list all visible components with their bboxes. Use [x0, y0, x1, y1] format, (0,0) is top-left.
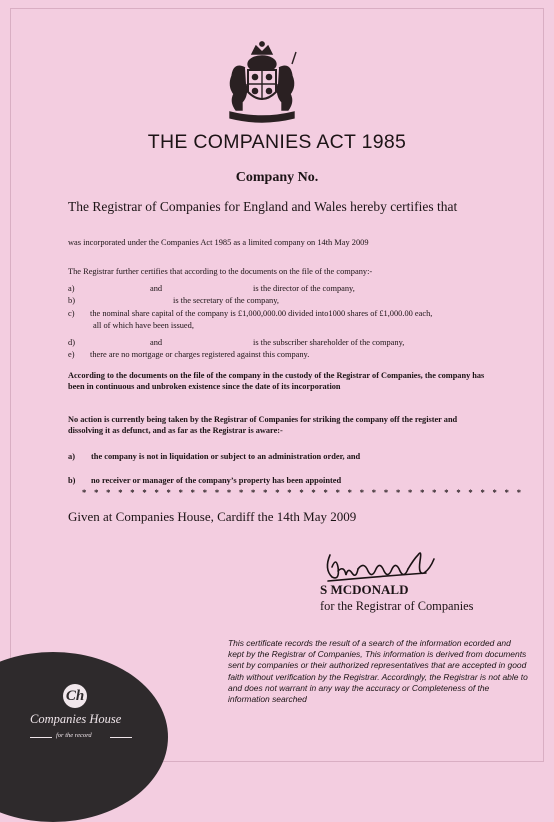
item-c-letter: c) [68, 309, 75, 318]
item-d-text: is the subscriber shareholder of the company, [253, 338, 405, 347]
item-e-letter: e) [68, 350, 75, 359]
certification-statement: The Registrar of Companies for England and Wales hereby certifies that [68, 199, 458, 214]
incorporation-statement: was incorporated under the Companies Act 1985 as a limited company on 14th May 2009 [68, 238, 369, 247]
item-a-and: and [150, 284, 163, 293]
item-d-letter: d) [68, 338, 75, 347]
no-action-statement: No action is currently being taken by the Registrar of Companies for striking the company off the register and dissolving it as defunct, and as far as the Registrar is aware:- [68, 415, 458, 435]
royal-coat-of-arms-icon [212, 40, 312, 128]
act-title: THE COMPANIES ACT 1985 [147, 131, 407, 153]
item-a-text: is the director of the company, [253, 284, 355, 293]
disclaimer-text: This certificate records the result of a search of the information ecorded and kept by the Registrar of Companies, This information is derived from documents sent by companies or their authorized representatives that are accepted in good faith without verification by the Registrar. Accordingly, the Registrar is not able to and does not warrant in any way the accuracy or Completeness of the information searched [228, 638, 528, 705]
signer-name: S MCDONALD [320, 582, 409, 597]
logo-rule-left [30, 737, 52, 738]
item-b-text: is the secretary of the company, [173, 296, 279, 305]
further-certifies-intro: The Registrar further certifies that according to the documents on the file of the company:- [68, 267, 373, 276]
aware-item-b-text: no receiver or manager of the company’s property has been appointed [91, 476, 342, 485]
item-c-text: the nominal share capital of the company is £1,000,000.00 divided into1000 shares of £1,000.00 each, [90, 309, 433, 318]
companies-house-name: Companies House [30, 712, 122, 726]
item-b-letter: b) [68, 296, 75, 305]
companies-house-tagline: for the record [56, 732, 92, 739]
aware-item-a-text: the company is not in liquidation or subject to an administration order, and [91, 452, 361, 461]
item-d-and: and [150, 338, 163, 347]
custody-statement: According to the documents on the file of the company in the custody of the Registrar of Companies, the company has been in continuous and unbroken existence since the date of its incorporation [68, 371, 485, 391]
logo-rule-right [110, 737, 132, 738]
aware-item-a-letter: a) [68, 452, 75, 461]
item-a-letter: a) [68, 284, 75, 293]
given-at-statement: Given at Companies House, Cardiff the 14th May 2009 [68, 509, 357, 524]
companies-house-mark-icon: Ch [63, 684, 87, 708]
asterisk-divider: * * * * * * * * * * * * * * * * * * * * * * * * * * * * * * * * * * * * * [82, 487, 524, 497]
item-c-text-continued: all of which have been issued, [93, 321, 194, 330]
registrar-signature-icon [322, 545, 440, 587]
item-e-text: there are no mortgage or charges registered against this company. [90, 350, 310, 359]
signer-role: for the Registrar of Companies [320, 599, 474, 613]
aware-item-b-letter: b) [68, 476, 76, 485]
company-number-label: Company No. [235, 170, 319, 185]
